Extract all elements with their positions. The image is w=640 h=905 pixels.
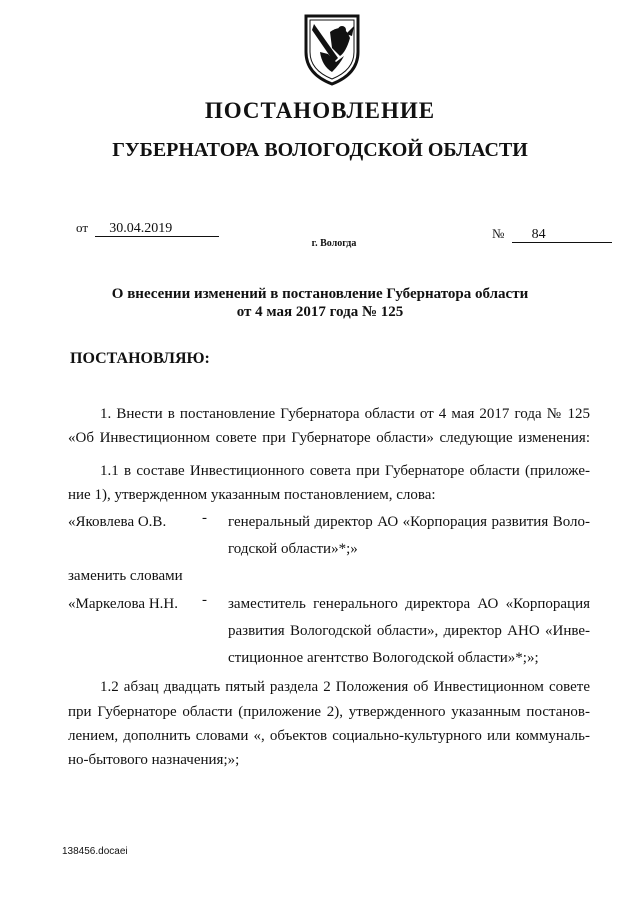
old-member-dash: - [202,510,207,526]
city-label: г. Вологда [311,238,357,249]
paragraph-1-2-line-2: при Губернаторе области (приложение 2), утвержденного указанным постанов- [68,704,590,720]
decree-word: ПОСТАНОВЛЯЮ: [70,350,210,367]
document-subtitle: ГУБЕРНАТОРА ВОЛОГОДСКОЙ ОБЛАСТИ [112,139,528,161]
new-member-dash: - [202,592,207,608]
new-member-position-line-1: заместитель генерального директора АО «Корпорация [228,596,590,612]
date-prefix: от [76,220,89,235]
document-id-footer: 138456.docaei [62,846,128,857]
number-prefix: № [492,226,505,241]
new-member-position-line-3: стиционное агентство Вологодской области»*;»; [228,650,539,666]
date-value: 30.04.2019 [95,222,219,237]
paragraph-1-1-line-1: 1.1 в составе Инвестиционного совета при Губернаторе области (приложе- [100,463,590,479]
new-member-position-line-2: развития Вологодской области», директор АНО «Инве- [228,623,590,639]
document-title: ПОСТАНОВЛЕНИЕ [204,98,436,123]
paragraph-1-line-2: «Об Инвестиционном совете при Губернаторе области» следующие изменения: [68,430,590,446]
replace-phrase: заменить словами [68,568,183,584]
old-member-name: «Яковлева О.В. [68,514,167,530]
number-value: 84 [512,228,612,243]
paragraph-1-2-line-1: 1.2 абзац двадцать пятый раздела 2 Положения об Инвестиционном совете [100,679,590,695]
date-line [76,220,219,237]
old-member-position-line-2: годской области»*;» [228,541,358,557]
new-member-name: «Маркелова Н.Н. [68,596,179,612]
vologda-coat-of-arms-icon [300,12,364,86]
subject-line-2: от 4 мая 2017 года № 125 [236,304,404,320]
old-member-position-line-1: генеральный директор АО «Корпорация развития Воло- [228,514,590,530]
paragraph-1-line-1: 1. Внести в постановление Губернатора области от 4 мая 2017 года № 125 [100,406,590,422]
paragraph-1-2-line-3: лением, дополнить словами «, объектов социально-культурного или коммуналь- [68,728,590,744]
subject-line-1: О внесении изменений в постановление Губернатора области [111,286,529,302]
paragraph-1-2-line-4: но-бытового назначения;»; [68,752,240,768]
paragraph-1-1-line-2: ние 1), утвержденном указанным постановлением, слова: [68,487,436,503]
